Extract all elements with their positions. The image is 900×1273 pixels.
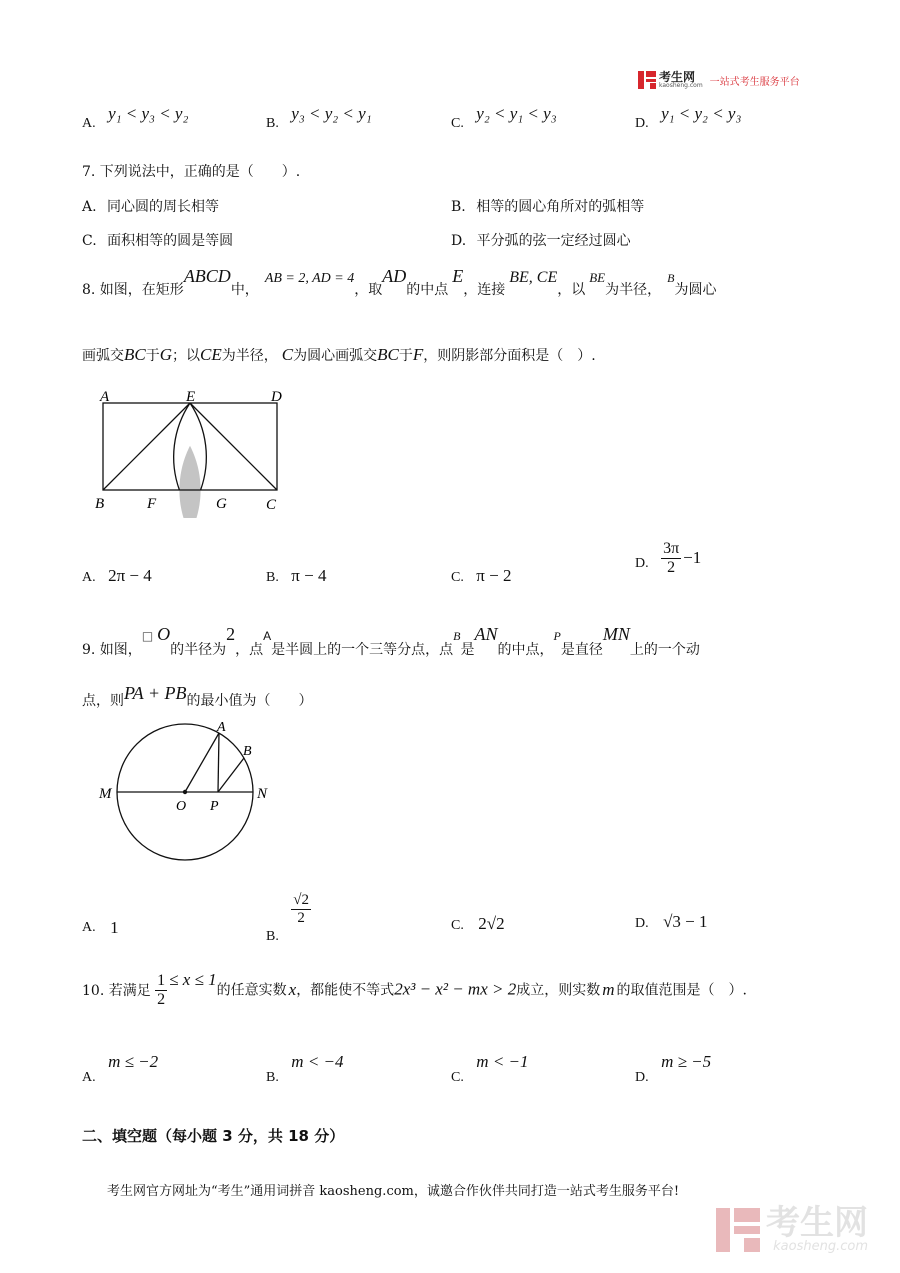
watermark-icon — [716, 1208, 760, 1252]
q10-stem: 10. 若满足 $\frac{1}{2}$ ≤ x ≤ 1的任意实数 x，都能使不等式2x³ − x² − mx > 2成立，则实数 m 的取值范围是（ ）. — [82, 969, 747, 1008]
label-b: B — [95, 496, 105, 512]
logo-subtext: kaosheng.com — [659, 82, 703, 89]
label-b: B — [243, 744, 252, 759]
section-title-fill-in: 二、填空题（每小题 3 分，共 18 分） — [82, 1127, 345, 1145]
segment-ce — [190, 403, 277, 490]
q10-option-b[interactable]: B. m < −4 — [266, 1052, 344, 1085]
q6-option-c[interactable]: C. y₂ < y₁ < y₃ — [451, 104, 557, 131]
label-n: N — [257, 786, 268, 802]
q10-option-d[interactable]: D. m ≥ −5 — [635, 1052, 712, 1085]
logo-icon — [638, 71, 656, 89]
watermark-text: 考生网 — [766, 1203, 868, 1243]
q8-stem-line2: 画弧交BC于G；以CE为半径， C为圆心画弧交BC于F，则阴影部分面积是（ ）. — [82, 345, 596, 364]
center-point-o — [183, 790, 187, 794]
q8-option-c[interactable]: C. π − 2 — [451, 566, 512, 585]
watermark-logo — [716, 1203, 868, 1254]
q8-option-a[interactable]: A. 2π − 4 — [82, 566, 152, 585]
label-m: M — [99, 786, 112, 802]
label-p: P — [210, 799, 219, 814]
q9-option-c[interactable]: C. 2√2 — [451, 914, 505, 933]
q8-option-d[interactable]: D. $\frac{3\pi}{2}$ −1 — [635, 540, 702, 576]
label-o: O — [176, 799, 187, 814]
q6-option-b[interactable]: B. y₃ < y₂ < y₁ — [266, 104, 372, 131]
q9-stem-line2: 点，则PA + PB的最小值为（ ） — [82, 683, 313, 709]
q7-option-b[interactable]: B. 相等的圆心角所对的弧相等 — [451, 199, 645, 215]
q9-figure — [96, 712, 286, 867]
segment-be — [103, 403, 190, 490]
q8-figure — [90, 388, 300, 518]
label-f: F — [147, 496, 157, 512]
watermark-subtext: kaosheng.com — [773, 1239, 868, 1254]
q7-option-d[interactable]: D. 平分弧的弦一定经过圆心 — [451, 233, 631, 249]
label-d: D — [271, 389, 282, 405]
q8-option-b[interactable]: B. π − 4 — [266, 566, 327, 585]
segment-oa — [185, 733, 219, 792]
footer-text: 考生网官方网址为“考生”通用词拼音 kaosheng.com，诚邀合作伙伴共同打造一站式考生服务平台! — [107, 1184, 680, 1199]
logo-text: 考生网 — [659, 70, 696, 84]
logo-slogan: 一站式考生服务平台 — [709, 76, 800, 88]
q7-option-a[interactable]: A. 同心圆的周长相等 — [82, 199, 220, 215]
label-a: A — [100, 389, 110, 405]
label-e: E — [186, 389, 196, 405]
q7-option-c[interactable]: C. 面积相等的圆是等圆 — [82, 233, 234, 249]
q8-stem-line1: 8. 如图，在矩形ABCD中，AB = 2, AD = 4，取AD的中点E，连接BE, CE，以BE为半径，B为圆心 — [82, 266, 717, 298]
q10-option-a[interactable]: A. m ≤ −2 — [82, 1052, 159, 1085]
label-g: G — [216, 496, 227, 512]
segment-pb — [218, 758, 244, 792]
segment-pa — [218, 733, 219, 792]
q9-option-a[interactable]: A. 1 — [82, 918, 119, 937]
label-c: C — [266, 497, 277, 513]
q7-stem: 7. 下列说法中，正确的是（ ）. — [82, 164, 301, 180]
header-logo — [638, 71, 800, 89]
q10-option-c[interactable]: C. m < −1 — [451, 1052, 529, 1085]
q9-stem-line1: 9. 如图，□ O的半径为2，点A是半圆上的一个三等分点，点B是AN的中点，P是直径MN上的一个动 — [82, 624, 700, 658]
q9-option-d[interactable]: D. √3 − 1 — [635, 912, 708, 931]
q9-option-b[interactable]: B. $\frac{√2}{2}$ — [266, 892, 310, 944]
q6-option-d[interactable]: D. y₁ < y₂ < y₃ — [635, 104, 742, 131]
q6-option-a[interactable]: A. y₁ < y₃ < y₂ — [82, 104, 189, 131]
label-a: A — [217, 720, 226, 735]
